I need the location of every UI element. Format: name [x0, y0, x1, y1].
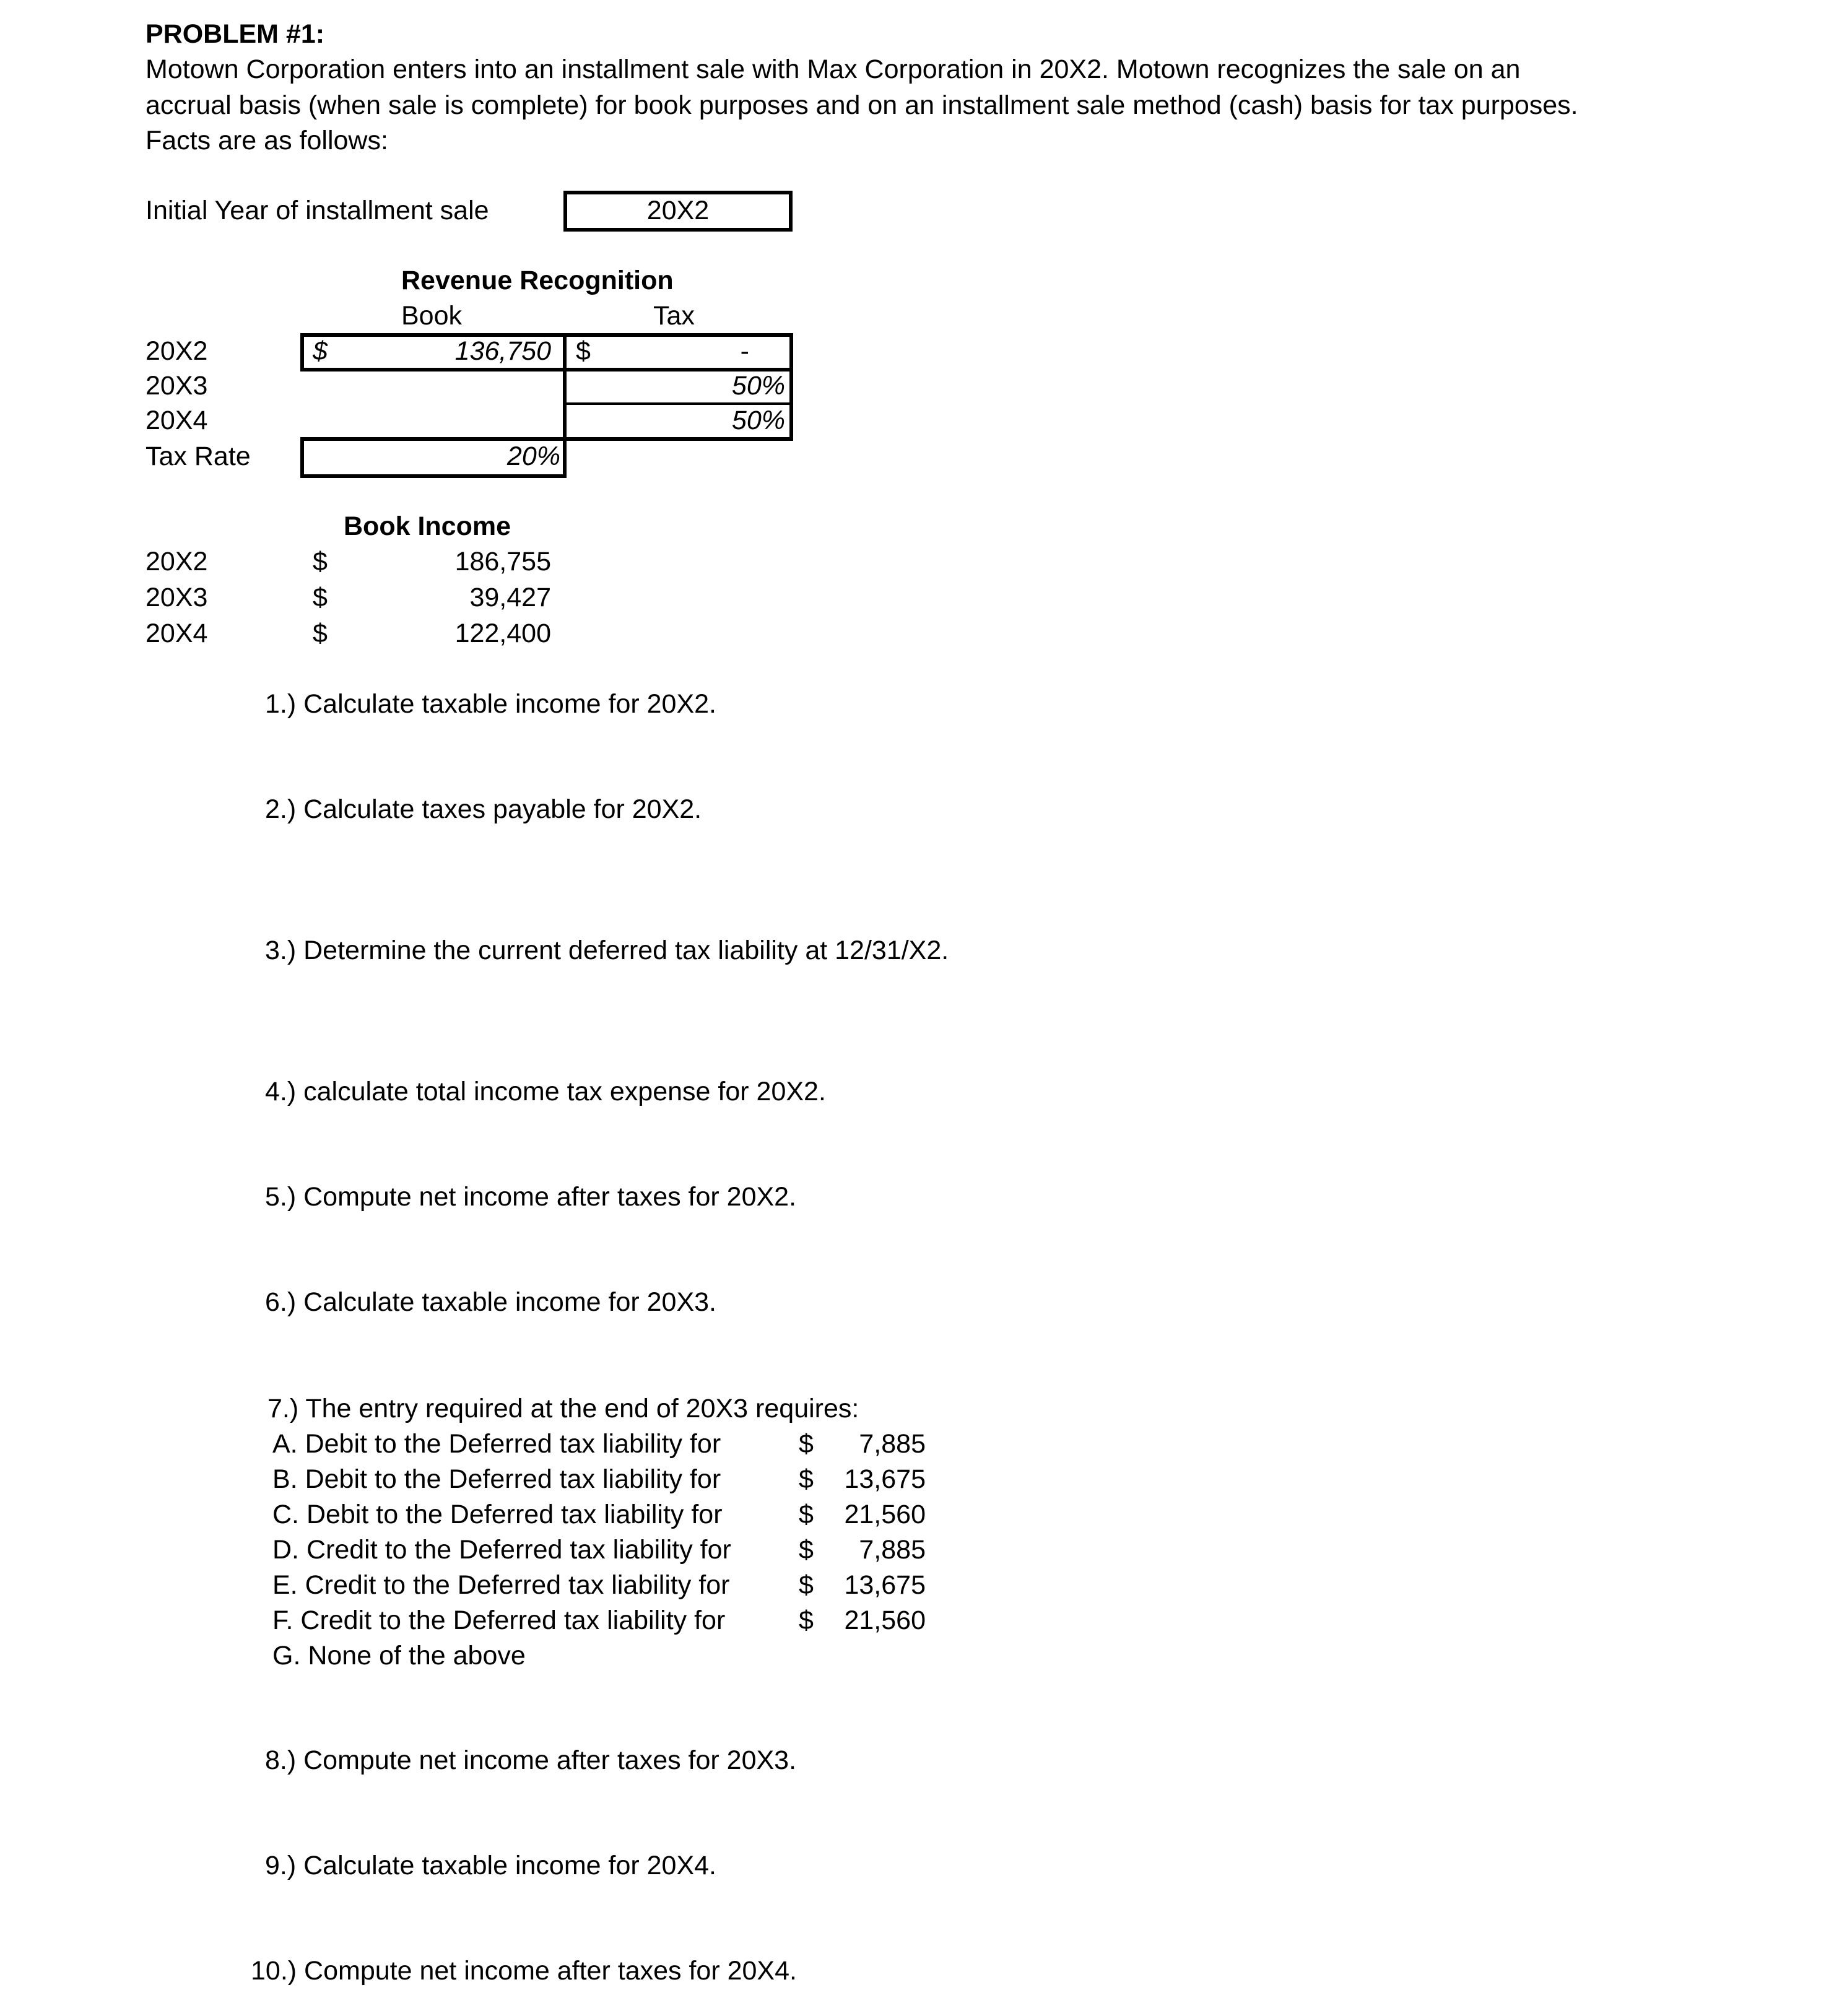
- intro-line-1: Motown Corporation enters into an installment sale with Max Corporation in 20X2. Motown recognizes the sale on an: [146, 54, 1521, 84]
- question-5: 5.) Compute net income after taxes for 20X2.: [265, 1182, 797, 1212]
- q7-option-a-text: A. Debit to the Deferred tax liability for: [272, 1429, 721, 1459]
- initial-year-value: 20X2: [646, 196, 710, 225]
- question-3: 3.) Determine the current deferred tax liability at 12/31/X2.: [265, 936, 949, 965]
- book-income-value-20x4: 122,400: [454, 619, 551, 648]
- q7-option-b-text: B. Debit to the Deferred tax liability for: [272, 1464, 721, 1494]
- question-10: 10.) Compute net income after taxes for 20X4.: [251, 1956, 797, 1986]
- q7-option-c-amount: 21,560: [844, 1500, 926, 1529]
- tax-rate-label: Tax Rate: [146, 441, 251, 471]
- book-20x2-value: 136,750: [454, 336, 551, 366]
- question-9: 9.) Calculate taxable income for 20X4.: [265, 1851, 717, 1880]
- problem-title: PROBLEM #1:: [146, 19, 325, 49]
- book-income-currency-20x4: $: [313, 619, 328, 648]
- rev-year-20x2: 20X2: [146, 336, 208, 366]
- q7-option-c-text: C. Debit to the Deferred tax liability for: [272, 1500, 723, 1529]
- q7-option-g-text: G. None of the above: [272, 1641, 526, 1671]
- rev-year-20x4: 20X4: [146, 406, 208, 435]
- book-income-value-20x2: 186,755: [454, 547, 551, 576]
- book-income-year-20x2: 20X2: [146, 547, 208, 576]
- initial-year-label: Initial Year of installment sale: [146, 196, 489, 225]
- tax-20x2-currency: $: [576, 336, 591, 366]
- col-header-tax: Tax: [653, 301, 695, 331]
- question-7: 7.) The entry required at the end of 20X3 requires:: [267, 1394, 859, 1423]
- q7-option-e-currency: $: [799, 1570, 814, 1600]
- book-income-year-20x4: 20X4: [146, 619, 208, 648]
- q7-option-f-currency: $: [799, 1605, 814, 1635]
- question-8: 8.) Compute net income after taxes for 20X3.: [265, 1745, 797, 1775]
- q7-option-d-amount: 7,885: [859, 1535, 926, 1565]
- tax-rate-value: 20%: [506, 441, 560, 471]
- q7-option-d-text: D. Credit to the Deferred tax liability for: [272, 1535, 731, 1565]
- q7-option-f-text: F. Credit to the Deferred tax liability for: [272, 1605, 726, 1635]
- book-income-year-20x3: 20X3: [146, 583, 208, 612]
- revenue-recognition-title: Revenue Recognition: [401, 266, 674, 295]
- rev-year-20x3: 20X3: [146, 371, 208, 401]
- tax-20x3-value: 50%: [731, 371, 785, 401]
- q7-option-e-text: E. Credit to the Deferred tax liability for: [272, 1570, 730, 1600]
- tax-20x4-value: 50%: [731, 406, 785, 435]
- q7-option-b-amount: 13,675: [844, 1464, 926, 1494]
- book-income-currency-20x3: $: [313, 583, 328, 612]
- intro-line-3: Facts are as follows:: [146, 126, 388, 155]
- question-4: 4.) calculate total income tax expense for 20X2.: [265, 1077, 826, 1106]
- q7-option-e-amount: 13,675: [844, 1570, 926, 1600]
- q7-option-f-amount: 21,560: [844, 1605, 926, 1635]
- tax-col-bottom-border: [563, 437, 793, 441]
- intro-line-2: accrual basis (when sale is complete) for book purposes and on an installment sale method (cash) basis for tax purposes.: [146, 90, 1578, 120]
- q7-option-a-amount: 7,885: [859, 1429, 926, 1459]
- col-header-book: Book: [401, 301, 463, 331]
- q7-option-a-currency: $: [799, 1429, 814, 1459]
- q7-option-c-currency: $: [799, 1500, 814, 1529]
- question-1: 1.) Calculate taxable income for 20X2.: [265, 689, 717, 719]
- book-20x2-currency: $: [313, 336, 328, 366]
- book-income-currency-20x2: $: [313, 547, 328, 576]
- q7-option-b-currency: $: [799, 1464, 814, 1494]
- question-2: 2.) Calculate taxes payable for 20X2.: [265, 794, 702, 824]
- book-income-value-20x3: 39,427: [469, 583, 551, 612]
- tax-20x2-value: -: [740, 336, 749, 366]
- book-income-title: Book Income: [344, 511, 511, 541]
- question-6: 6.) Calculate taxable income for 20X3.: [265, 1287, 717, 1317]
- q7-option-d-currency: $: [799, 1535, 814, 1565]
- tax-20x2-cell: [563, 333, 793, 371]
